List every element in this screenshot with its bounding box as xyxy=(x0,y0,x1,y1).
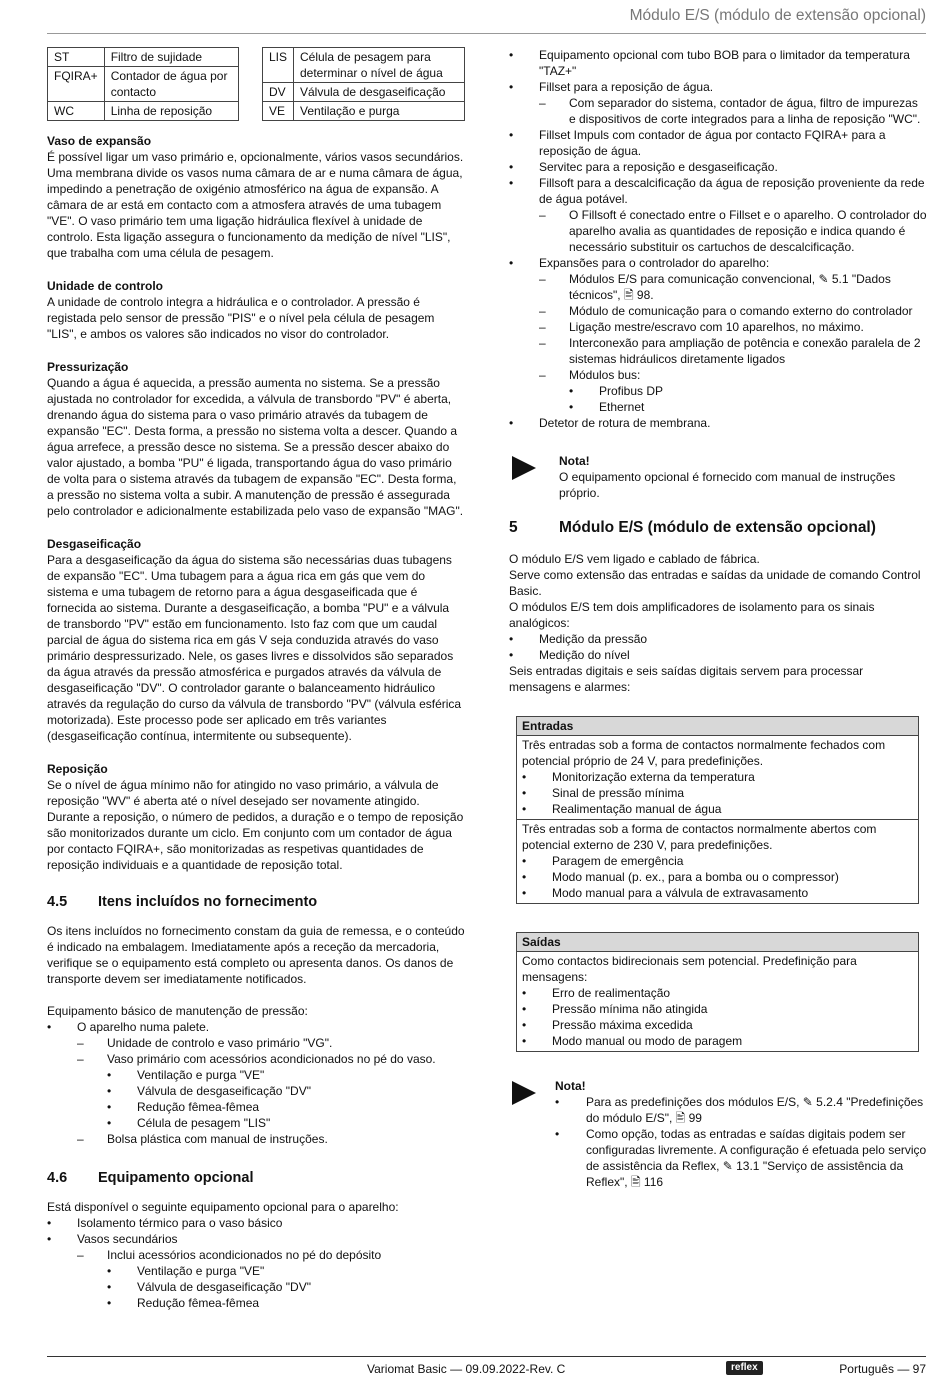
list-item: • Válvula de desgaseificação "DV" xyxy=(107,1083,465,1099)
subheading: Pressurização xyxy=(47,360,129,374)
reflex-logo: reflex xyxy=(726,1361,763,1375)
entradas-box xyxy=(516,716,919,904)
section-vaso-expansao xyxy=(47,133,465,261)
list-item: • Paragem de emergência xyxy=(522,853,913,869)
box-heading: Saídas xyxy=(517,933,918,952)
list-item: • Redução fêmea-fêmea xyxy=(107,1295,465,1311)
list-item-text: Vaso primário com acessórios acondicionados no pé do vaso. xyxy=(107,1052,436,1066)
table-row xyxy=(48,48,239,67)
list-item: • Ventilação e purga "VE" xyxy=(107,1263,465,1279)
list-item: • Como opção, todas as entradas e saídas digitais podem ser configuradas livremente. A configuração é efetuada pelo serviço de assistência da Reflex, ✎ 13.1 "Serviço de assistência da Reflex", 🖹 116 xyxy=(555,1126,927,1190)
list-item: – Unidade de controlo e vaso primário "VG". xyxy=(77,1035,465,1051)
paragraph: Os itens incluídos no fornecimento constam da guia de remessa, e o conteúdo é indicado na embalagem. Imediatamente após a receção da mercadoria, verifique se o equipamento está completo ou apresenta danos. Os danos de transporte devem ser imediatamente notificados. xyxy=(47,924,465,986)
list-item: • Fillset Impuls com contador de água por contacto FQIRA+ para a reposição de água. xyxy=(509,127,927,159)
list-item xyxy=(77,1247,465,1311)
abbr-desc: Contador de água por contacto xyxy=(104,67,238,102)
list-item xyxy=(509,79,927,127)
list-item: • Redução fêmea-fêmea xyxy=(107,1099,465,1115)
section-heading-5 xyxy=(509,518,927,538)
bullet-list xyxy=(509,631,927,663)
list-item: – Interconexão para ampliação de potência e conexão paralela de 2 sistemas hidráulicos diretamente ligados xyxy=(539,335,927,367)
section-number: 4.5 xyxy=(47,894,68,910)
section-heading-4-5 xyxy=(47,892,465,912)
list-item-text: Vasos secundários xyxy=(77,1232,178,1246)
abbr-desc: Linha de reposição xyxy=(104,102,238,121)
list-item: – O Fillsoft é conectado entre o Fillset e o aparelho. O controlador do aparelho avalia as quantidades de reposição e indica quando é necessário substituir os cartuchos de descalcificação. xyxy=(539,207,927,255)
bullet-list xyxy=(47,1019,465,1147)
box-section xyxy=(517,736,918,819)
list-item: • Medição da pressão xyxy=(509,631,927,647)
list-item: • Equipamento opcional com tubo BOB para o limitador da temperatura "TAZ+" xyxy=(509,47,927,79)
paragraph: É possível ligar um vaso primário e, opcionalmente, vários vasos secundários. Uma membrana divide os vasos numa câmara de ar e numa câmara de água, impedindo a penetração de oxigénio atmosférico na água de expansão. A câmara de ar está em contacto com a atmosfera através de uma tubagem "VE". O vaso primário tem uma ligação hidráulica flexível à unidade de controlo. Esta ligação assegura o funcionamento da medição de nível "LIS", que trabalha com uma célula de pesagem. xyxy=(47,150,464,260)
list-item: • Sinal de pressão mínima xyxy=(522,785,913,801)
list-item: • Isolamento térmico para o vaso básico xyxy=(47,1215,465,1231)
list-item xyxy=(509,255,927,415)
list-item-text: Fillsoft para a descalcificação da água de reposição proveniente da rede de água potável. xyxy=(539,176,925,206)
sub-bullet-list xyxy=(107,1263,465,1311)
sub-bullet-list xyxy=(569,383,927,415)
paragraph: Três entradas sob a forma de contactos normalmente abertos com potencial externo de 230 V, para predefinições. xyxy=(522,822,877,852)
box-section xyxy=(517,952,918,1051)
paragraph: O módulo E/S vem ligado e cablado de fábrica. xyxy=(509,552,760,566)
section-pressurizacao xyxy=(47,359,465,519)
list-item: • Monitorização externa da temperatura xyxy=(522,769,913,785)
list-item xyxy=(47,1231,465,1311)
saidas-box xyxy=(516,932,919,1052)
optional-equipment-list xyxy=(509,47,927,431)
note-box xyxy=(509,453,927,501)
list-item: • Para as predefinições dos módulos E/S, ✎ 5.2.4 "Predefinições do módulo E/S", 🖹 99 xyxy=(555,1094,927,1126)
list-item: • Célula de pesagem "LIS" xyxy=(107,1115,465,1131)
dash-list xyxy=(539,95,927,127)
sub-bullet-list xyxy=(107,1067,465,1131)
bullet-list xyxy=(555,1094,927,1190)
abbreviation-tables xyxy=(47,47,465,121)
paragraph: O módulos E/S tem dois amplificadores de isolamento para os sinais analógicos: xyxy=(509,600,875,630)
list-item: • Pressão mínima não atingida xyxy=(522,1001,913,1017)
table-row xyxy=(262,102,464,121)
list-item: • Realimentação manual de água xyxy=(522,801,913,817)
abbr-code: LIS xyxy=(262,48,293,83)
header-rule xyxy=(47,33,926,34)
paragraph: Serve como extensão das entradas e saídas da unidade de comando Control Basic. xyxy=(509,568,921,598)
subheading: Unidade de controlo xyxy=(47,279,164,293)
list-item-text: Fillset para a reposição de água. xyxy=(539,80,714,94)
list-item: • Medição do nível xyxy=(509,647,927,663)
list-item: • Detetor de rotura de membrana. xyxy=(509,415,927,431)
abbr-code: FQIRA+ xyxy=(48,67,105,102)
list-item-text: Inclui acessórios acondicionados no pé do depósito xyxy=(107,1248,382,1262)
section-number: 4.6 xyxy=(47,1170,68,1186)
list-item-text: Módulos bus: xyxy=(569,368,641,382)
left-column xyxy=(47,47,465,1311)
section-number: 5 xyxy=(509,519,518,536)
note-text: O equipamento opcional é fornecido com manual de instruções próprio. xyxy=(559,470,896,500)
subheading: Vaso de expansão xyxy=(47,134,152,148)
list-item xyxy=(77,1051,465,1131)
list-item-text: Expansões para o controlador do aparelho: xyxy=(539,256,770,270)
abbr-code: DV xyxy=(262,83,293,102)
footer-page-number: Português — 97 xyxy=(839,1362,926,1376)
note-title: Nota! xyxy=(555,1079,586,1093)
paragraph: A unidade de controlo integra a hidráulica e o controlador. A pressão é registada pelo sensor de pressão "PIS" e o nível pela célula de pesagem "LIS", e ambos os valores são indicados no visor do controlador. xyxy=(47,295,435,341)
list-item xyxy=(509,175,927,255)
note-box xyxy=(509,1078,927,1190)
bullet-list xyxy=(47,1215,465,1311)
section-title: Módulo E/S (módulo de extensão opcional) xyxy=(559,519,876,536)
bullet-list xyxy=(522,853,913,901)
bullet-list xyxy=(522,985,913,1049)
paragraph: Se o nível de água mínimo não for atingido no vaso primário, a válvula de reposição "WV" é aberta até o nível desejado ser novamente atingido. Durante a reposição, o número de pedidos, a duração e o tempo de reposição são monitorizados durante um ciclo. Em conjunto com um contador de água por contacto FQIRA+, são monitorizadas as respetivas quantidades de reposição individuais e a quantidade de reposição total. xyxy=(47,778,464,872)
list-item: – Ligação mestre/escravo com 10 aparelhos, no máximo. xyxy=(539,319,927,335)
list-item: – Com separador do sistema, contador de água, filtro de impurezas e dispositivos de corte integrados para a linha de reposição "WC". xyxy=(539,95,927,127)
list-item: • Modo manual (p. ex., para a bomba ou o compressor) xyxy=(522,869,913,885)
abbr-code: WC xyxy=(48,102,105,121)
table-row xyxy=(48,102,239,121)
list-item: – Módulo de comunicação para o comando externo do controlador xyxy=(539,303,927,319)
header-title: Módulo E/S (módulo de extensão opcional) xyxy=(629,7,926,24)
abbr-code: ST xyxy=(48,48,105,67)
note-arrow-icon xyxy=(512,1081,536,1105)
list-item xyxy=(47,1019,465,1147)
subheading: Reposição xyxy=(47,762,108,776)
paragraph: Seis entradas digitais e seis saídas digitais servem para processar mensagens e alarmes: xyxy=(509,664,864,694)
footer-document-info: Variomat Basic — 09.09.2022-Rev. C xyxy=(367,1362,566,1376)
paragraph: Quando a água é aquecida, a pressão aumenta no sistema. Se a pressão ajustada no controlador for excedida, a válvula de transbordo "PV" é aberta, drenando água do sistema para o vaso primário através da tubagem de expansão "EC". Desta forma, a pressão no sistema volta a descer. Quando a água arrefece, a pressão desce no sistema. Se a pressão descer abaixo do valor ajustado, a bomba "PU" é ligada, transportando água do vaso primário de volta para o sistema através da tubagem de expansão "EC". Desta forma, a pressão no sistema volta a subir. A manutenção de pressão é assegurada pelo controlador e adicionalmente estabilizada pelo vaso de expansão "MAG". xyxy=(47,376,464,518)
dash-list xyxy=(539,207,927,255)
section-heading-4-6 xyxy=(47,1168,465,1188)
dash-list xyxy=(539,271,927,415)
abbreviation-table-left xyxy=(47,47,239,121)
paragraph: Equipamento básico de manutenção de pressão: xyxy=(47,1004,308,1018)
list-item: • Pressão máxima excedida xyxy=(522,1017,913,1033)
section-desgaseificacao xyxy=(47,536,465,744)
list-item xyxy=(539,367,927,415)
note-title: Nota! xyxy=(559,454,590,468)
list-item: • Profibus DP xyxy=(569,383,927,399)
footer-rule xyxy=(47,1356,926,1357)
list-item: • Erro de realimentação xyxy=(522,985,913,1001)
list-item: – Módulos E/S para comunicação convencional, ✎ 5.1 "Dados técnicos", 🖹 98. xyxy=(539,271,927,303)
subheading: Desgaseificação xyxy=(47,537,142,551)
paragraph: Para a desgaseificação da água do sistema são necessárias duas tubagens de expansão "EC". Uma tubagem para a água rica em gás que vem do sistema e uma tubagem de retorno para a água desgaseificada que é fornecida ao sistema. Durante a desgaseificação, a bomba "PU" e a válvula de transbordo "PV" estão em funcionamento. Isto faz com que um caudal parcial de água do sistema rica em gás V seja conduzida através do vaso primário despressurizado. Nele, os gases livres e dissolvidos são separados da água através da pressão atmosférica e purgados através da válvula de desgaseificação "DV". O controlador garante o balanceamento hidráulico através da regulação do curso da válvula de transbordo "PV" (válvula esférica motorizada). Este processo pode ser aplicado em três variantes (desgaseificação contínua, intermitente ou subsequente). xyxy=(47,553,462,743)
dash-list xyxy=(77,1035,465,1147)
paragraph: Está disponível o seguinte equipamento opcional para o aparelho: xyxy=(47,1200,399,1214)
section-reposicao xyxy=(47,761,465,873)
list-item: • Ventilação e purga "VE" xyxy=(107,1067,465,1083)
list-item: • Modo manual para a válvula de extravasamento xyxy=(522,885,913,901)
table-row xyxy=(48,67,239,102)
box-section xyxy=(517,819,918,903)
list-item: – Bolsa plástica com manual de instruções. xyxy=(77,1131,465,1147)
list-item: • Servitec para a reposição e desgaseificação. xyxy=(509,159,927,175)
note-arrow-icon xyxy=(512,456,536,480)
abbreviation-table-right xyxy=(262,47,465,121)
section-title: Itens incluídos no fornecimento xyxy=(98,894,318,910)
abbr-desc: Célula de pesagem para determinar o nível de água xyxy=(294,48,465,83)
abbr-desc: Válvula de desgaseificação xyxy=(294,83,465,102)
abbr-desc: Filtro de sujidade xyxy=(104,48,238,67)
right-column xyxy=(509,47,927,1207)
list-item: • Modo manual ou modo de paragem xyxy=(522,1033,913,1049)
footer xyxy=(47,1361,926,1377)
paragraph: Como contactos bidirecionais sem potencial. Predefinição para mensagens: xyxy=(522,954,857,984)
section-unidade-controlo xyxy=(47,278,465,342)
box-heading: Entradas xyxy=(517,717,918,736)
note-body xyxy=(555,1078,927,1190)
abbr-desc: Ventilação e purga xyxy=(294,102,465,121)
paragraph: Três entradas sob a forma de contactos normalmente fechados com potencial próprio de 24 V, para predefinições. xyxy=(522,738,886,768)
list-item-text: O aparelho numa palete. xyxy=(77,1020,210,1034)
table-row xyxy=(262,83,464,102)
section-title: Equipamento opcional xyxy=(98,1170,254,1186)
list-item: • Válvula de desgaseificação "DV" xyxy=(107,1279,465,1295)
list-item: • Ethernet xyxy=(569,399,927,415)
abbr-code: VE xyxy=(262,102,293,121)
dash-list xyxy=(77,1247,465,1311)
table-row xyxy=(262,48,464,83)
note-body xyxy=(559,453,927,501)
bullet-list xyxy=(522,769,913,817)
